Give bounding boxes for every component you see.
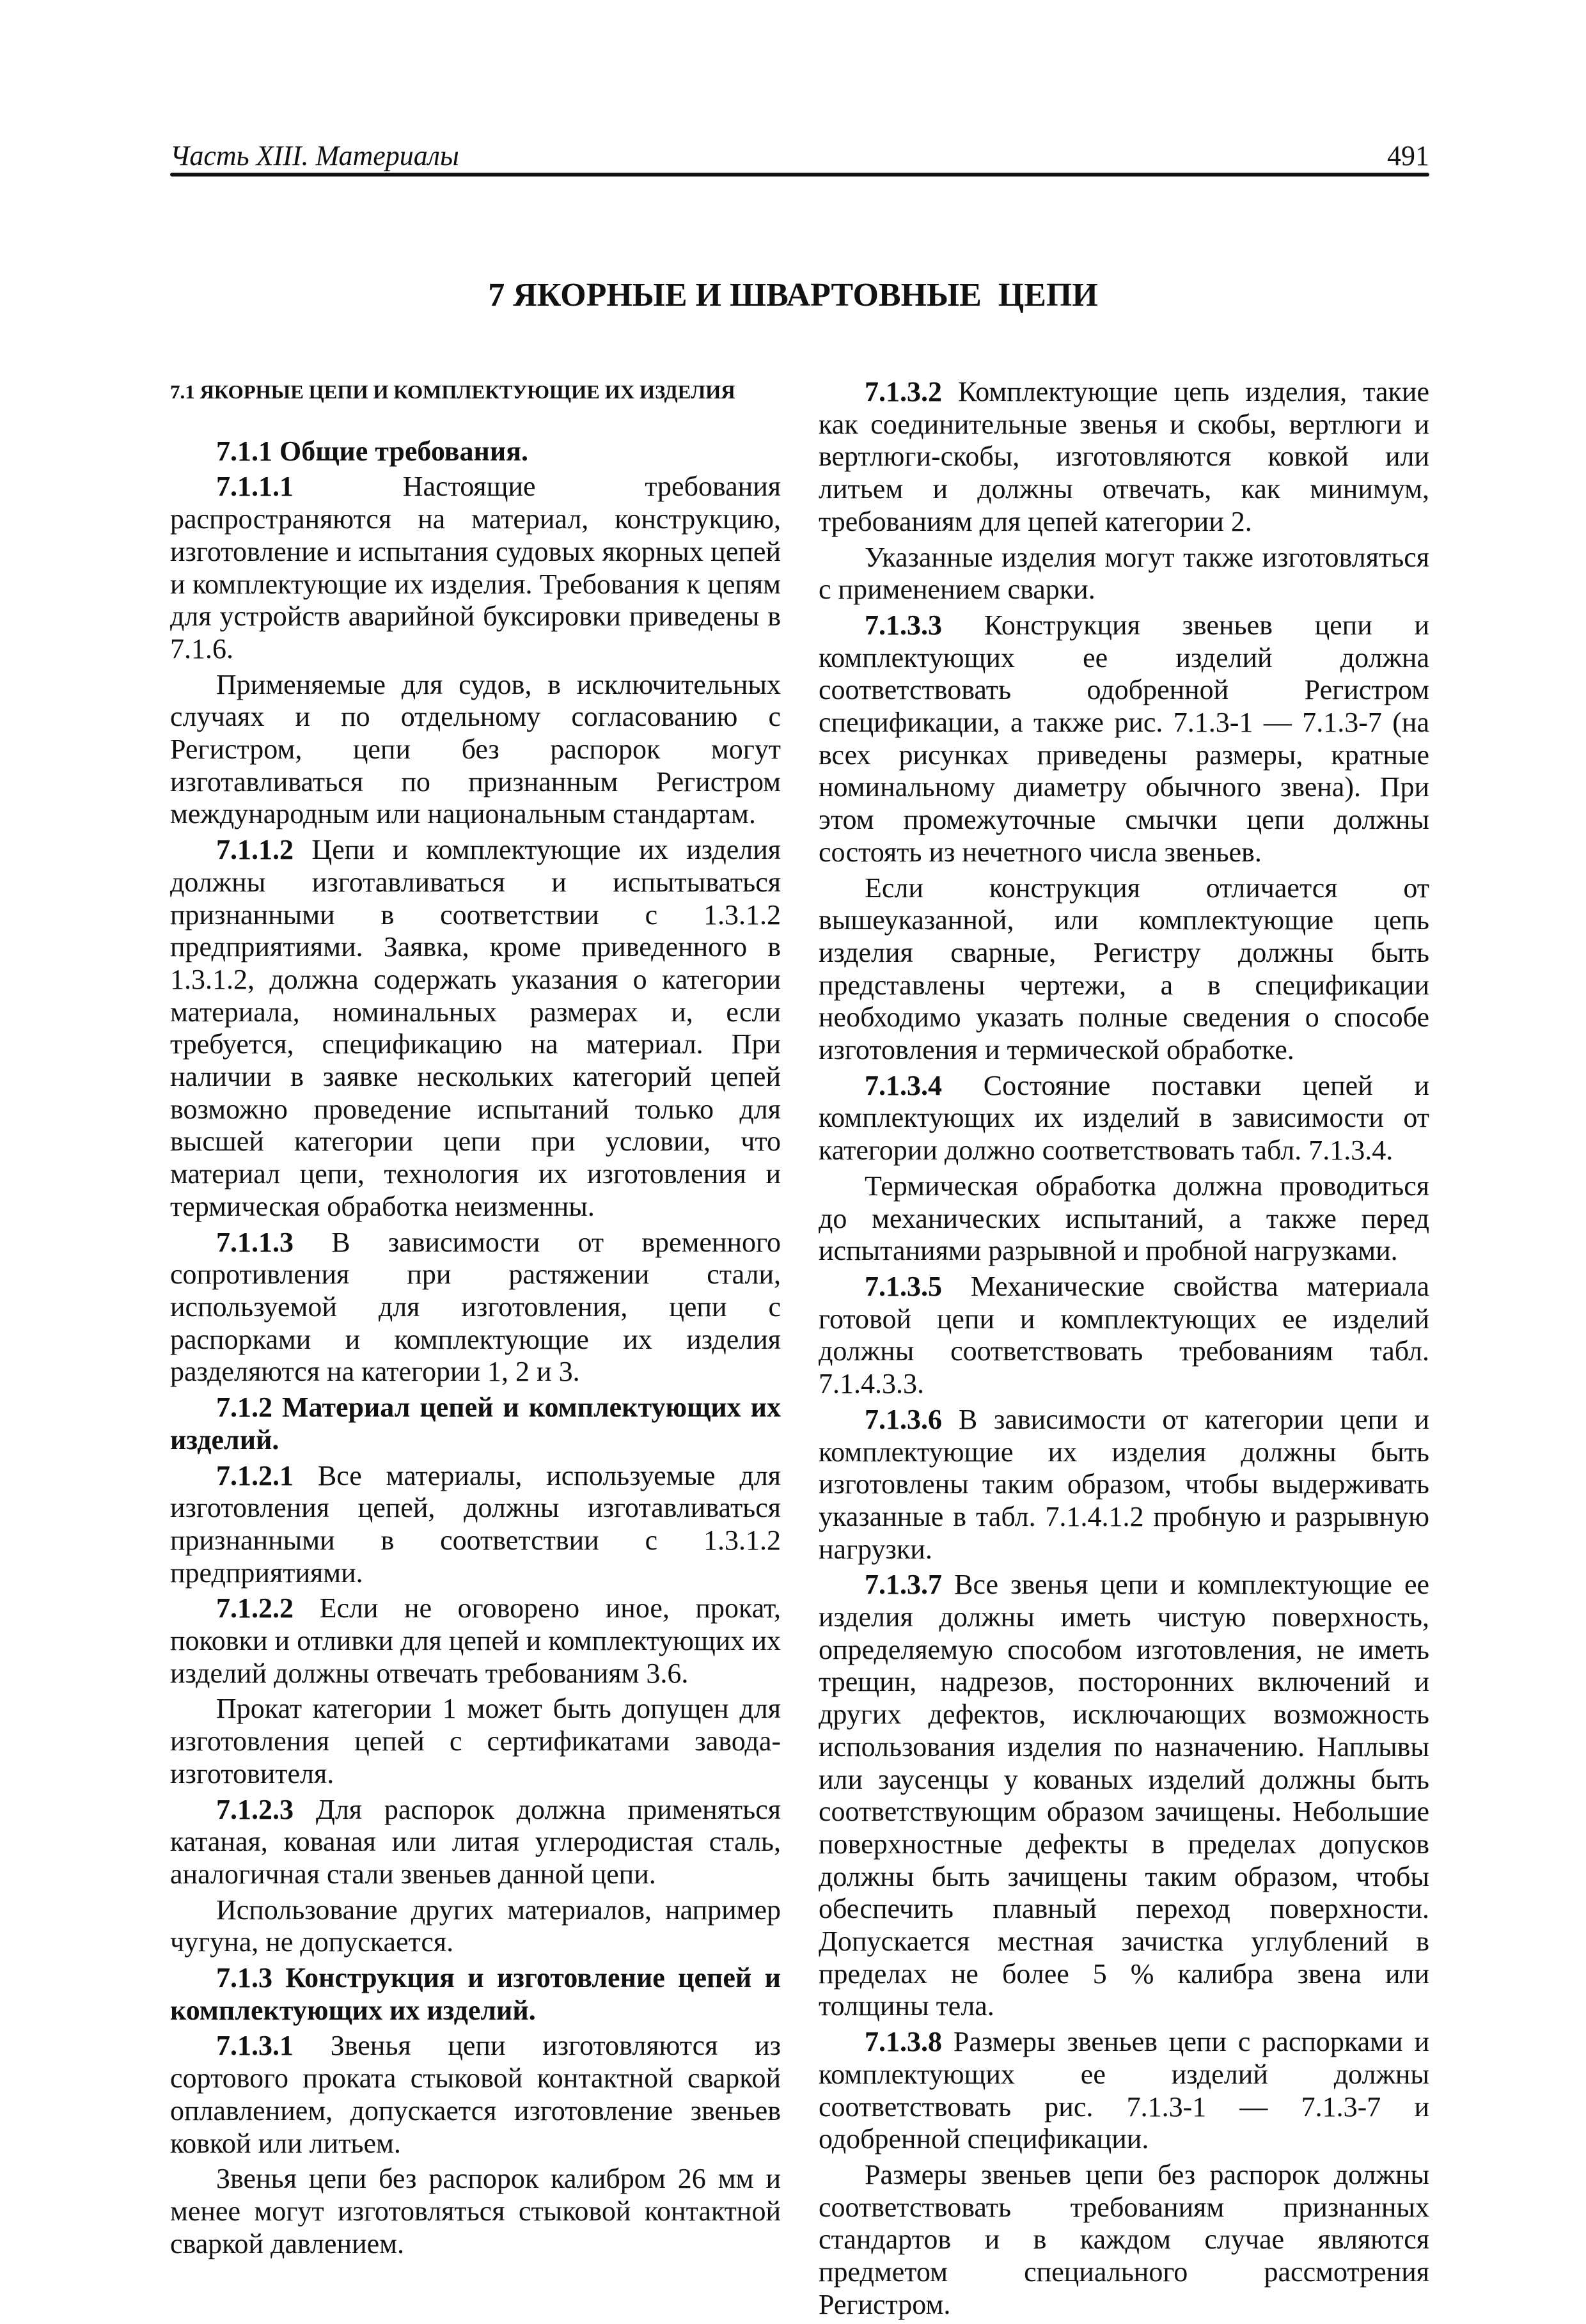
paragraph-text: Если конструкция отличается от вышеуказанной, или комплектующие цепь изделия сварные, Регистру должны быть представлены чертежи, а в спецификации необходимо указать полные сведения о способе изготовления и термической обработке. bbox=[819, 872, 1429, 1066]
subsection-heading: 7.1.3 Конструкция и изготовление цепей и комплектующих их изделий. bbox=[170, 1962, 781, 2026]
paragraph bbox=[819, 1271, 1429, 1401]
paragraph-text: Размеры звеньев цепи без распорок должны соответствовать требованиям признанных стандартов и в каждом случае являются предметом специального рассмотрения Регистром. bbox=[819, 2158, 1429, 2320]
clause-number: 7.1.3.2 bbox=[865, 376, 942, 407]
paragraph bbox=[819, 872, 1429, 1067]
clause-number: 7.1.1.2 bbox=[216, 834, 294, 866]
paragraph bbox=[170, 1227, 781, 1389]
paragraph bbox=[170, 2030, 781, 2160]
paragraph-text: Цепи и комплектующие их изделия должны изготавливаться и испытываться признанными в соответствии с 1.3.1.2 предприятиями. Заявка, кроме приведенного в 1.3.1.2, должна содержать указания о категории материала, номинальных размерах и, если требуется, спецификацию на материал. При наличии в заявке нескольких категорий цепей возможно проведение испытаний только для высшей категории цепи при условии, что материал цепи, технология их изготовления и термическая обработка неизменны. bbox=[170, 834, 781, 1222]
paragraph bbox=[819, 1404, 1429, 1566]
paragraph-text: Термическая обработка должна проводиться до механических испытаний, а также перед испытаниями разрывной и пробной нагрузками. bbox=[819, 1170, 1429, 1267]
clause-number: 7.1.3.3 bbox=[865, 609, 942, 641]
paragraph bbox=[819, 376, 1429, 538]
left-column bbox=[170, 376, 781, 2263]
paragraph bbox=[170, 471, 781, 665]
paragraph bbox=[819, 1569, 1429, 2023]
paragraph bbox=[170, 1592, 781, 1690]
paragraph-text: В зависимости от временного сопротивления при растяжении стали, используемой для изготовления, цепи с распорками и комплектующие их изделия разделяются на категории 1, 2 и 3. bbox=[170, 1226, 781, 1388]
paragraph-text: Звенья цепи изготовляются из сортового проката стыковой контактной сваркой оплавлением, допускается изготовление звеньев ковкой или литьем. bbox=[170, 2030, 781, 2159]
clause-number: 7.1.1.3 bbox=[216, 1226, 294, 1258]
paragraph bbox=[819, 2026, 1429, 2156]
clause-number: 7.1.3.7 bbox=[865, 1569, 942, 1601]
paragraph-text: В зависимости от категории цепи и комплектующие их изделия должны быть изготовлены таким образом, чтобы выдерживать указанные в табл. 7.1.4.1.2 пробную и разрывную нагрузки. bbox=[819, 1403, 1430, 1565]
paragraph bbox=[819, 542, 1429, 606]
paragraph-text: Все звенья цепи и комплектующие ее изделия должны иметь чистую поверхность, определяемую способом изготовления, не иметь трещин, надрезов, посторонних включений и других дефектов, исключающих возможность использования изделия по назначению. Наплывы или заусенцы у кованых изделий должны быть соответствующим образом зачищены. Небольшие поверхностные дефекты в пределах допусков должны быть зачищены таким образом, чтобы обеспечить плавный переход поверхности. Допускается местная зачистка углублений в пределах не более 5 % калибра звена или толщины тела. bbox=[819, 1569, 1430, 2022]
section-heading: 7.1 ЯКОРНЫЕ ЦЕПИ И КОМПЛЕКТУЮЩИЕ ИХ ИЗДЕЛИЯ bbox=[170, 381, 735, 403]
subsection-heading: 7.1.1 Общие требования. bbox=[216, 435, 528, 467]
paragraph-text: Использование других материалов, например чугуна, не допускается. bbox=[170, 1894, 781, 1958]
paragraph bbox=[170, 1794, 781, 1891]
paragraph bbox=[170, 1693, 781, 1790]
paragraph-text: Комплектующие цепь изделия, такие как соединительные звенья и скобы, вертлюги и вертлюги-скобы, изготовляются ковкой или литьем и должны отвечать, как минимум, требованиям для цепей категории 2. bbox=[819, 376, 1429, 537]
running-header-part: Часть XIII. Материалы bbox=[170, 140, 459, 171]
clause-number: 7.1.1.1 bbox=[216, 471, 294, 503]
clause-number: 7.1.2.2 bbox=[216, 1592, 294, 1624]
paragraph bbox=[819, 1070, 1429, 1167]
subsection-heading: 7.1.2 Материал цепей и комплектующих их изделий. bbox=[170, 1392, 781, 1456]
paragraph bbox=[170, 2163, 781, 2260]
clause-number: 7.1.3.5 bbox=[865, 1270, 942, 1302]
clause-number: 7.1.3.4 bbox=[865, 1069, 942, 1101]
clause-number: 7.1.2.1 bbox=[216, 1459, 294, 1491]
paragraph-text: Применяемые для судов, в исключительных случаях и по отдельному согласованию с Регистром, цепи без распорок могут изготавливаться по признанным Регистром международным или национальным стандартам. bbox=[170, 668, 781, 830]
paragraph-text: Все материалы, используемые для изготовления цепей, должны изготавливаться признанными в соответствии с 1.3.1.2 предприятиями. bbox=[170, 1459, 781, 1589]
paragraph-text: Размеры звеньев цепи с распорками и комплектующих ее изделий должны соответствовать рис. 7.1.3-1 — 7.1.3-7 и одобренной спецификации. bbox=[819, 2026, 1430, 2155]
paragraph bbox=[170, 834, 781, 1223]
paragraph-text: Звенья цепи без распорок калибром 26 мм и менее могут изготовляться стыковой контактной сваркой давлением. bbox=[170, 2163, 781, 2259]
paragraph-text: Для распорок должна применяться катаная, кованая или литая углеродистая сталь, аналогичная стали звеньев данной цепи. bbox=[170, 1793, 781, 1890]
clause-number: 7.1.3.8 bbox=[865, 2026, 942, 2058]
chapter-title: 7 ЯКОРНЫЕ И ШВАРТОВНЫЕ ЦЕПИ bbox=[488, 277, 1098, 313]
paragraph-text: Настоящие требования распространяются на материал, конструкцию, изготовление и испытания судовых якорных цепей и комплектующие их изделия. Требования к цепям для устройств аварийной буксировки приведены в 7.1.6. bbox=[170, 471, 781, 664]
header-rule bbox=[170, 173, 1429, 177]
paragraph bbox=[819, 609, 1429, 869]
paragraph-text: Механические свойства материала готовой цепи и комплектующих ее изделий должны соответствовать требованиям табл. 7.1.4.3.3. bbox=[819, 1270, 1429, 1400]
paragraph-text: Прокат категории 1 может быть допущен для изготовления цепей с сертификатами завода-изготовителя. bbox=[170, 1693, 781, 1789]
paragraph-text: Если не оговорено иное, прокат, поковки и отливки для цепей и комплектующих их изделий должны отвечать требованиям 3.6. bbox=[170, 1592, 781, 1689]
clause-number: 7.1.3.6 bbox=[865, 1403, 942, 1435]
page-number: 491 bbox=[1387, 140, 1429, 171]
right-column bbox=[819, 376, 1429, 2324]
paragraph-text: Конструкция звеньев цепи и комплектующих ее изделий должна соответствовать одобренной Регистром спецификации, а также рис. 7.1.3-1 — 7.1.3-7 (на всех рисунках приведены размеры, кратные номинальному диаметру обычного звена). При этом промежуточные смычки цепи должны состоять из нечетного числа звеньев. bbox=[819, 609, 1429, 868]
paragraph bbox=[170, 1460, 781, 1590]
paragraph bbox=[819, 1170, 1429, 1268]
clause-number: 7.1.2.3 bbox=[216, 1793, 294, 1825]
clause-number: 7.1.3.1 bbox=[216, 2030, 294, 2062]
paragraph-text: Состояние поставки цепей и комплектующих их изделий в зависимости от категории должно соответствовать табл. 7.1.3.4. bbox=[819, 1069, 1429, 1166]
paragraph-text: Указанные изделия могут также изготовляться с применением сварки. bbox=[819, 541, 1429, 606]
paragraph bbox=[170, 669, 781, 831]
paragraph bbox=[170, 1894, 781, 1959]
paragraph bbox=[819, 2159, 1429, 2321]
